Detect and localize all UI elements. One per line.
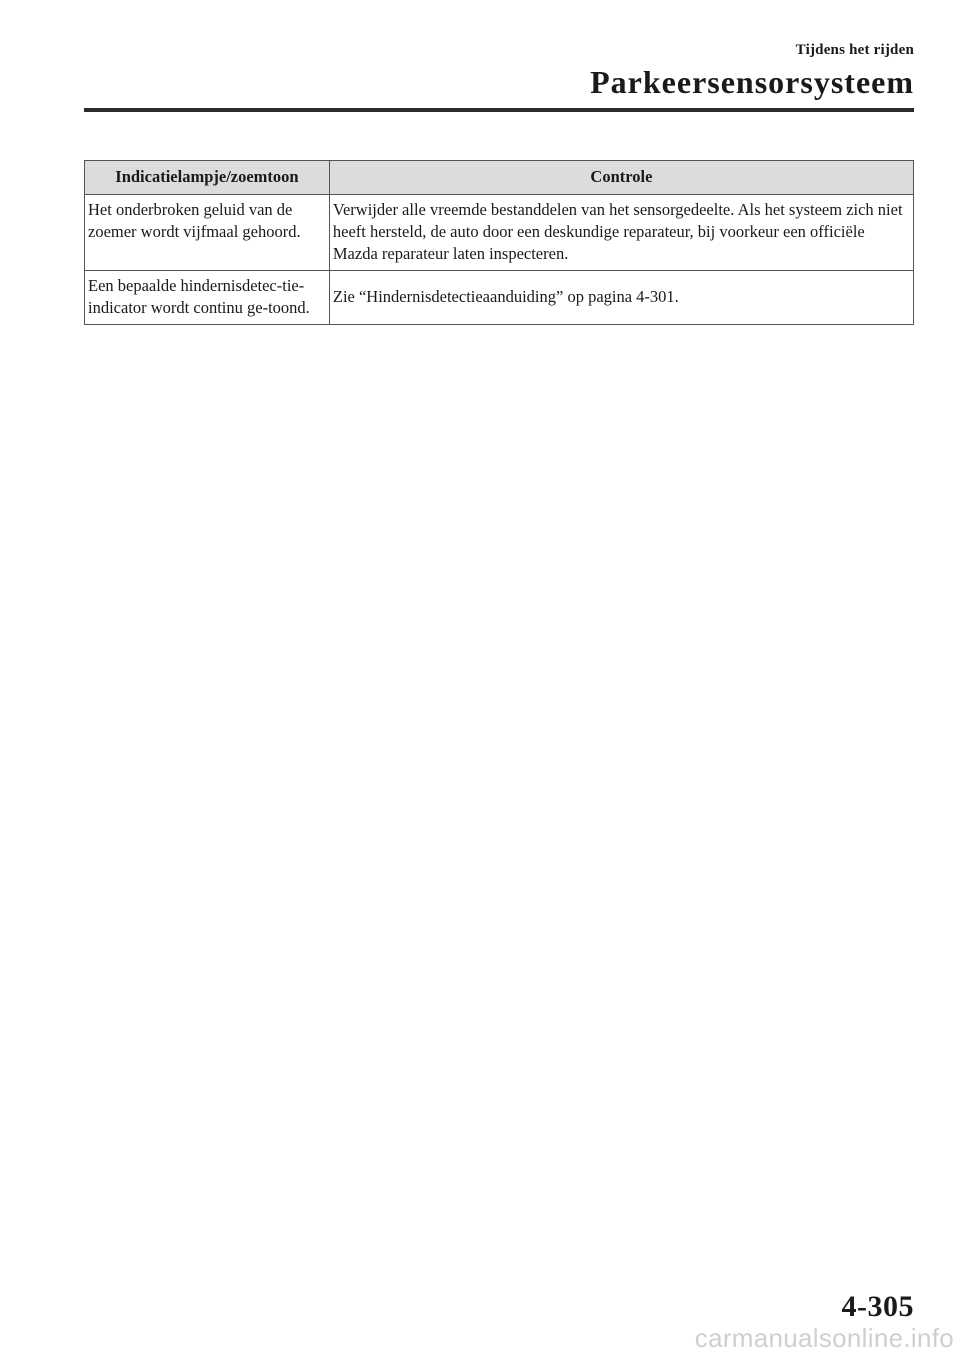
troubleshooting-table — [84, 160, 914, 325]
indicator-cell: Een bepaalde hindernisdetec-tie-indicator wordt continu ge-toond. — [85, 271, 330, 325]
page-number: 4-305 — [841, 1290, 914, 1323]
control-cell: Zie “Hindernisdetectieaanduiding” op pagina 4-301. — [329, 271, 913, 325]
page-header — [84, 40, 914, 102]
control-cell: Verwijder alle vreemde bestanddelen van het sensorgedeelte. Als het systeem zich niet heeft hersteld, de auto door een deskundige reparateur, bij voorkeur een officiële Mazda reparateur laten inspecteren. — [329, 195, 913, 271]
header-divider — [84, 108, 914, 112]
section-title: Tijdens het rijden — [795, 42, 914, 58]
table-header-row — [85, 161, 914, 195]
table-row — [85, 195, 914, 271]
indicator-cell: Het onderbroken geluid van de zoemer wordt vijfmaal gehoord. — [85, 195, 330, 271]
column-header-control: Controle — [329, 161, 913, 195]
chapter-title: Parkeersensorsysteem — [590, 64, 914, 100]
column-header-indicator: Indicatielampje/zoemtoon — [85, 161, 330, 195]
table-row — [85, 271, 914, 325]
watermark: carmanualsonline.info — [694, 1323, 954, 1353]
